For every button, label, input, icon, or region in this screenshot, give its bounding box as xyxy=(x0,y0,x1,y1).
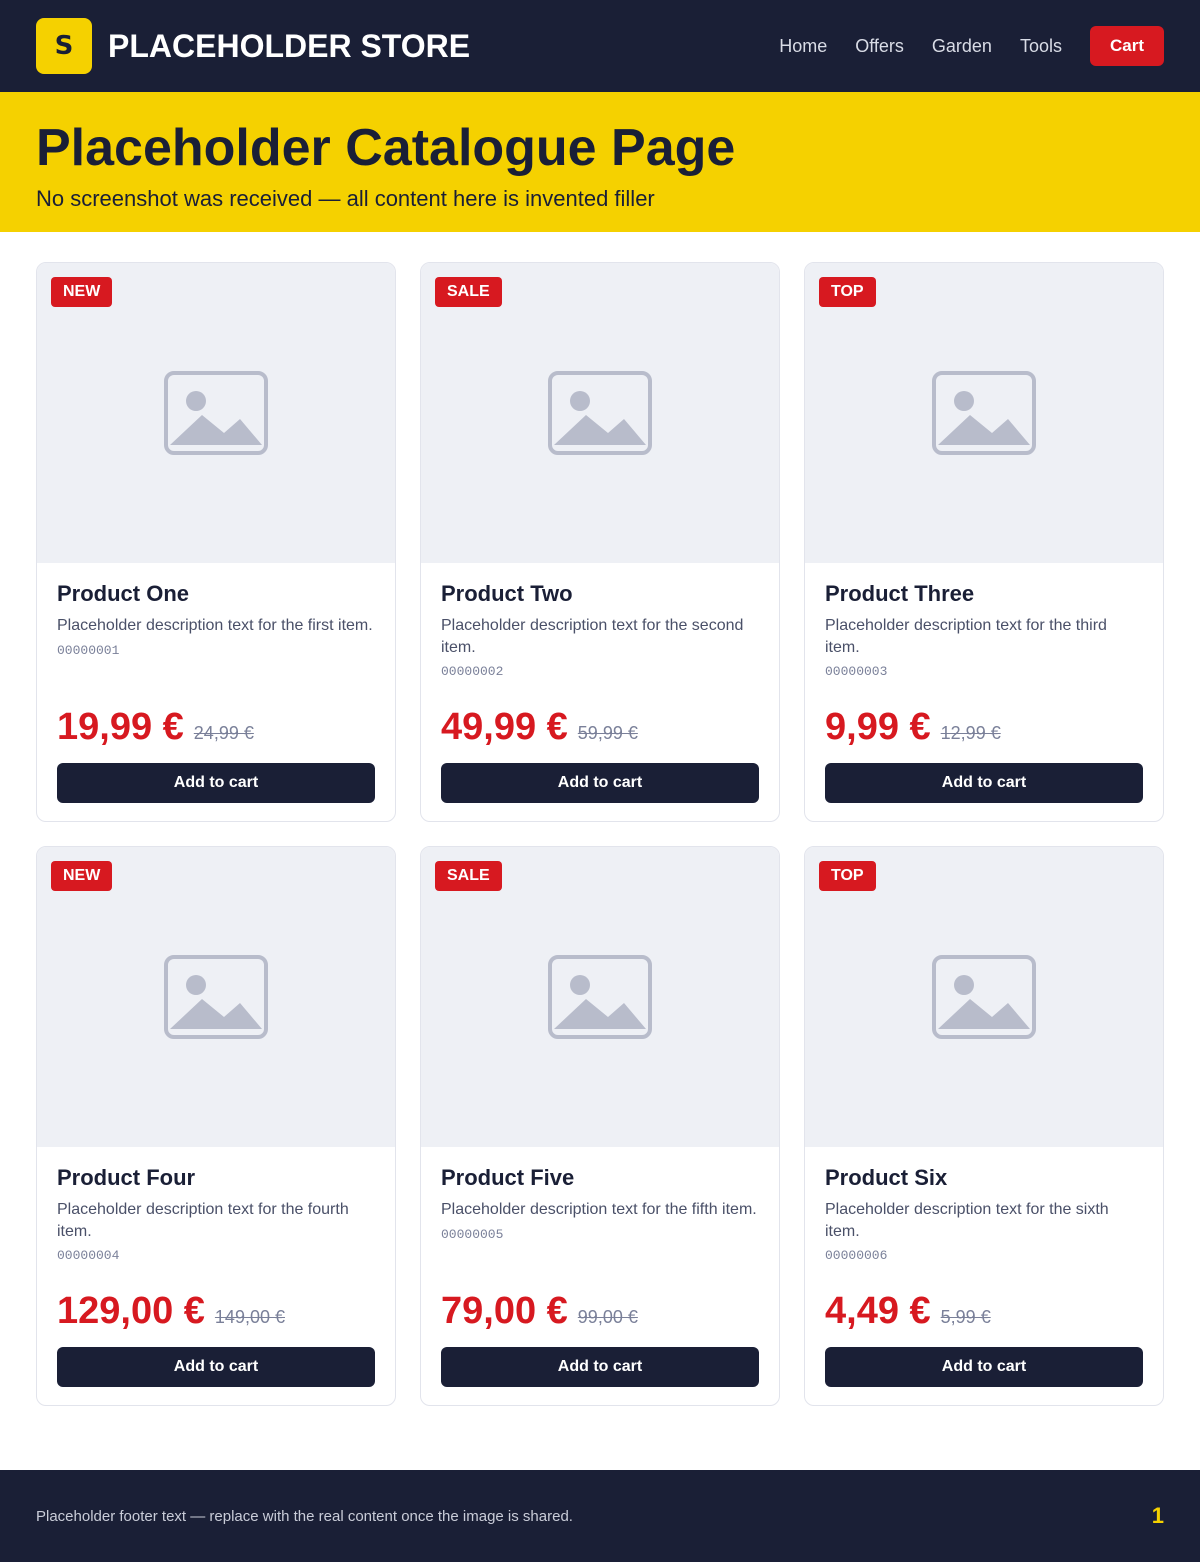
store-logo[interactable] xyxy=(36,18,92,74)
product-image-icon xyxy=(540,353,660,473)
product-image[interactable] xyxy=(421,847,779,1147)
product-description: Placeholder description text for the first item. xyxy=(57,617,373,634)
product-old-price: 5,99 € xyxy=(940,1307,991,1327)
product-description: Placeholder description text for the fourth item. xyxy=(57,1201,349,1240)
product-name[interactable]: Product Four xyxy=(57,1165,196,1190)
page-title: Placeholder Catalogue Page xyxy=(36,119,736,177)
product-code: 00000002 xyxy=(441,664,504,680)
product-code: 00000005 xyxy=(441,1226,504,1242)
header xyxy=(0,0,1200,92)
product-badge: NEW xyxy=(51,861,112,891)
footer xyxy=(0,1470,1200,1562)
product-image[interactable] xyxy=(805,847,1163,1147)
product-badge: NEW xyxy=(51,277,112,307)
nav-item-garden[interactable]: Garden xyxy=(931,35,992,56)
price-row xyxy=(825,706,1143,749)
product-old-price: 59,99 € xyxy=(577,723,638,743)
product-code: 00000006 xyxy=(825,1248,888,1264)
product-price: 129,00 € xyxy=(57,1290,205,1332)
product-name[interactable]: Product Three xyxy=(825,581,975,606)
product-body xyxy=(421,563,779,821)
footer-note: Placeholder footer text — replace with the real content once the image is shared. xyxy=(36,1507,573,1525)
page-number: 1 xyxy=(1151,1503,1164,1528)
price-row xyxy=(441,1290,759,1333)
product-card[interactable] xyxy=(36,262,396,822)
product-card[interactable] xyxy=(804,262,1164,822)
nav-item-home[interactable]: Home xyxy=(779,35,828,56)
product-code: 00000001 xyxy=(57,642,120,658)
product-badge: SALE xyxy=(435,861,502,891)
main-nav xyxy=(779,36,1062,57)
page-subtitle: No screenshot was received — all content here is invented filler xyxy=(36,186,655,211)
product-price: 4,49 € xyxy=(825,1290,931,1332)
product-price: 49,99 € xyxy=(441,706,568,748)
product-code: 00000004 xyxy=(57,1248,120,1264)
product-body xyxy=(805,563,1163,821)
nav-item-offers[interactable]: Offers xyxy=(855,35,904,56)
product-name[interactable]: Product Six xyxy=(825,1165,948,1190)
product-body xyxy=(805,1147,1163,1405)
product-name[interactable]: Product Two xyxy=(441,581,573,606)
product-card[interactable] xyxy=(804,846,1164,1406)
add-to-cart-button[interactable]: Add to cart xyxy=(57,1347,375,1387)
add-to-cart-button[interactable]: Add to cart xyxy=(441,763,759,803)
product-code: 00000003 xyxy=(825,664,888,680)
product-grid xyxy=(36,262,1164,1406)
add-to-cart-button[interactable]: Add to cart xyxy=(825,763,1143,803)
price-row xyxy=(441,706,759,749)
product-old-price: 12,99 € xyxy=(940,723,1001,743)
product-image-icon xyxy=(540,937,660,1057)
add-to-cart-button[interactable]: Add to cart xyxy=(825,1347,1143,1387)
product-image-icon xyxy=(156,353,276,473)
product-old-price: 99,00 € xyxy=(577,1307,638,1327)
product-price: 19,99 € xyxy=(57,706,184,748)
add-to-cart-button[interactable]: Add to cart xyxy=(57,763,375,803)
product-body xyxy=(421,1147,779,1405)
product-name[interactable]: Product One xyxy=(57,581,190,606)
product-name[interactable]: Product Five xyxy=(441,1165,575,1190)
product-description: Placeholder description text for the fifth item. xyxy=(441,1201,757,1218)
price-row xyxy=(57,1290,375,1333)
product-image-icon xyxy=(924,353,1044,473)
product-price: 79,00 € xyxy=(441,1290,568,1332)
product-price: 9,99 € xyxy=(825,706,931,748)
product-description: Placeholder description text for the sixth item. xyxy=(825,1201,1109,1240)
product-badge: TOP xyxy=(819,277,876,307)
product-description: Placeholder description text for the third item. xyxy=(825,617,1107,656)
logo-letter: S xyxy=(54,31,74,61)
add-to-cart-button[interactable]: Add to cart xyxy=(441,1347,759,1387)
product-card[interactable] xyxy=(36,846,396,1406)
store-name: PLACEHOLDER STORE xyxy=(108,27,471,64)
product-badge: TOP xyxy=(819,861,876,891)
product-old-price: 149,00 € xyxy=(214,1307,285,1327)
price-row xyxy=(825,1290,1143,1333)
product-card[interactable] xyxy=(420,262,780,822)
product-image[interactable] xyxy=(37,847,395,1147)
product-card[interactable] xyxy=(420,846,780,1406)
product-badge: SALE xyxy=(435,277,502,307)
product-description: Placeholder description text for the second item. xyxy=(441,617,744,656)
price-row xyxy=(57,706,375,749)
product-image[interactable] xyxy=(805,263,1163,563)
product-image-icon xyxy=(924,937,1044,1057)
nav-item-tools[interactable]: Tools xyxy=(1019,35,1062,56)
product-body xyxy=(37,563,395,821)
product-image-icon xyxy=(156,937,276,1057)
product-old-price: 24,99 € xyxy=(193,723,254,743)
product-image[interactable] xyxy=(421,263,779,563)
cart-button[interactable]: Cart xyxy=(1090,26,1164,66)
title-band xyxy=(0,92,1200,232)
product-image[interactable] xyxy=(37,263,395,563)
product-body xyxy=(37,1147,395,1405)
